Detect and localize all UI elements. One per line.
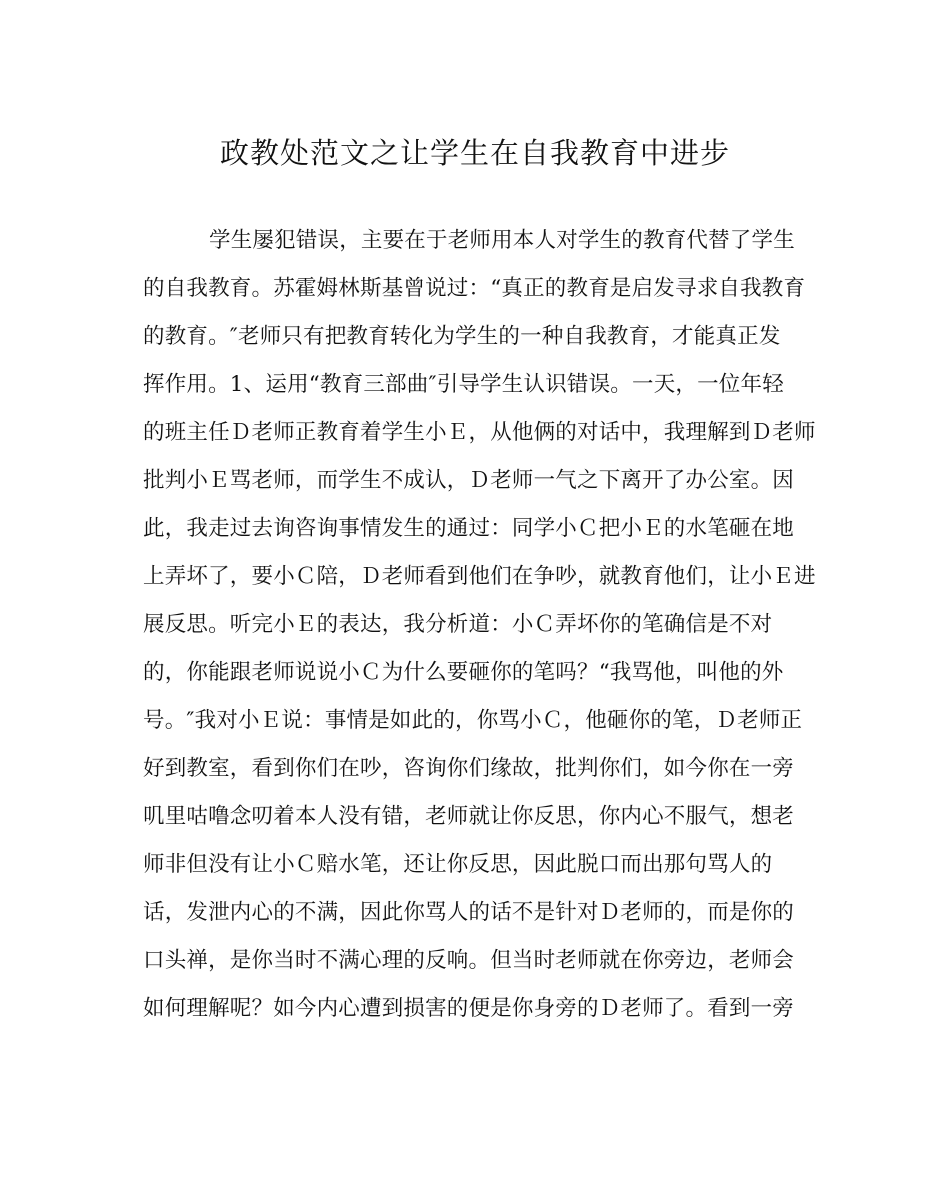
body-line: 如何理解呢？如今内心遭到损害的便是你身旁的Ｄ老师了。看到一旁 — [143, 996, 795, 1021]
body-line: 号。″我对小Ｅ说：事情是如此的，你骂小Ｃ，他砸你的笔，Ｄ老师正 — [143, 708, 803, 733]
body-line: 师非但没有让小Ｃ赔水笔，还让你反思，因此脱口而出那句骂人的 — [143, 852, 773, 877]
body-line: 此，我走过去询咨询事情发生的通过：同学小Ｃ把小Ｅ的水笔砸在地 — [143, 516, 795, 541]
body-line: 挥作用。1、运用“教育三部曲″引导学生认识错误。一天，一位年轻 — [143, 372, 784, 397]
document-title: 政教处范文之让学生在自我教育中进步 — [219, 136, 730, 170]
document-body — [143, 217, 823, 1033]
body-line: 口头禅，是你当时不满心理的反响。但当时老师就在你旁边，老师会 — [143, 948, 795, 973]
body-line: 展反思。听完小Ｅ的表达，我分析道：小Ｃ弄坏你的笔确信是不对 — [143, 612, 773, 637]
body-line: 好到教室，看到你们在吵，咨询你们缘故，批判你们，如今你在一旁 — [143, 756, 795, 781]
body-line: 学生屡犯错误，主要在于老师用本人对学生的教育代替了学生 — [209, 228, 795, 253]
body-line: 叽里咕噜念叨着本人没有错，老师就让你反思，你内心不服气，想老 — [143, 804, 795, 829]
body-line: 的班主任Ｄ老师正教育着学生小Ｅ，从他俩的对话中，我理解到Ｄ老师 — [143, 420, 816, 445]
body-line: 的自我教育。苏霍姆林斯基曾说过：“真正的教育是启发寻求自我教育 — [143, 276, 806, 301]
body-line: 话，发泄内心的不满，因此你骂人的话不是针对Ｄ老师的，而是你的 — [143, 900, 795, 925]
body-line: 上弄坏了，要小Ｃ陪，Ｄ老师看到他们在争吵，就教育他们，让小Ｅ进 — [143, 564, 816, 589]
body-line: 的教育。″老师只有把教育转化为学生的一种自我教育，才能真正发 — [143, 324, 781, 349]
body-line: 的，你能跟老师说说小Ｃ为什么要砸你的笔吗？“我骂他，叫他的外 — [143, 660, 784, 685]
body-line: 批判小Ｅ骂老师，而学生不成认，Ｄ老师一气之下离开了办公室。因 — [143, 468, 795, 493]
